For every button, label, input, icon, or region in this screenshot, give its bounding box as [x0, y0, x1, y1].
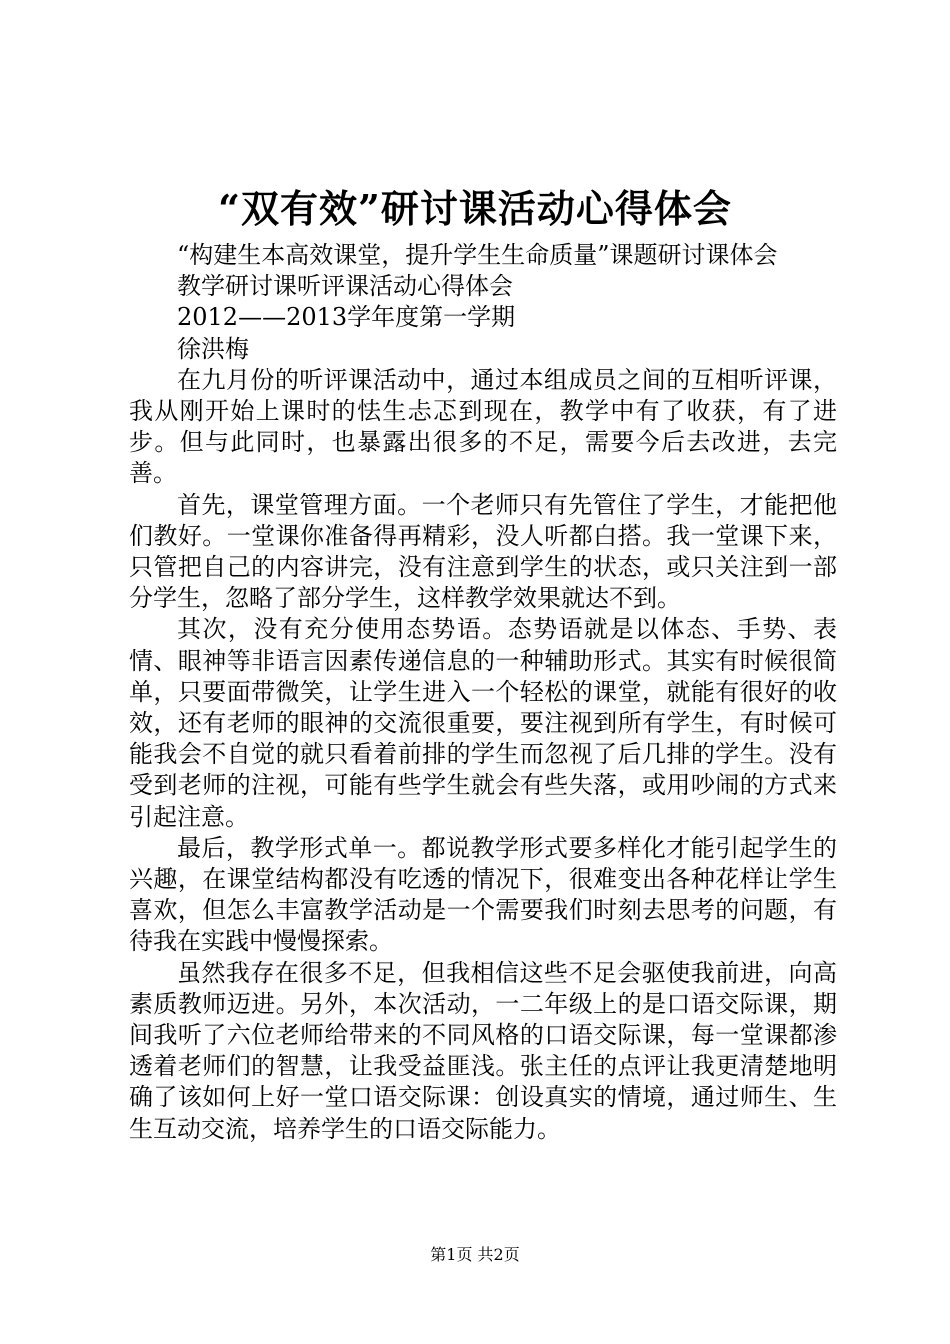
body-paragraph: 首先，课堂管理方面。一个老师只有先管住了学生，才能把他们教好。一堂课你准备得再精彩，没人听都白搭。我一堂课下来，只管把自己的内容讲完，没有注意到学生的状态，或只关注到一部分学生，忽略了部分学生，这样教学效果就达不到。 — [129, 490, 837, 613]
body-paragraph: 最后，教学形式单一。都说教学形式要多样化才能引起学生的兴趣，在课堂结构都没有吃透的情况下，很难变出各种花样让学生喜欢，但怎么丰富教学活动是一个需要我们时刻去思考的问题，有待我在实践中慢慢探索。 — [129, 833, 837, 956]
term-line: 2012——2013学年度第一学期 — [177, 303, 516, 332]
body-paragraph: 其次，没有充分使用态势语。态势语就是以体态、手势、表情、眼神等非语言因素传递信息的一种辅助形式。其实有时候很简单，只要面带微笑，让学生进入一个轻松的课堂，就能有很好的收效，还有老师的眼神的交流很重要，要注视到所有学生，有时候可能我会不自觉的就只看着前排的学生而忽视了后几排的学生。没有受到老师的注视，可能有些学生就会有些失落，或用吵闹的方式来引起注意。 — [129, 615, 837, 831]
document-body — [129, 240, 837, 1145]
heading-line: 教学研讨课听评课活动心得体会 — [177, 272, 513, 301]
body-paragraph: 虽然我存在很多不足，但我相信这些不足会驱使我前进，向高素质教师迈进。另外，本次活动，一二年级上的是口语交际课，期间我听了六位老师给带来的不同风格的口语交际课，每一堂课都渗透着老师们的智慧，让我受益匪浅。张主任的点评让我更清楚地明确了该如何上好一堂口语交际课：创设真实的情境，通过师生、生生互动交流，培养学生的口语交际能力。 — [129, 958, 837, 1143]
author-line: 徐洪梅 — [177, 334, 249, 363]
page-number-footer: 第1页 共2页 — [430, 1245, 520, 1264]
document-title: “双有效”研讨课活动心得体会 — [218, 186, 732, 231]
subtitle-paragraph: “构建生本高效课堂，提升学生生命质量”课题研讨课体会 — [177, 241, 778, 269]
body-paragraph: 在九月份的听评课活动中，通过本组成员之间的互相听评课，我从刚开始上课时的怯生忐忑到现在，教学中有了收获，有了进步。但与此同时，也暴露出很多的不足，需要今后去改进，去完善。 — [129, 365, 837, 488]
